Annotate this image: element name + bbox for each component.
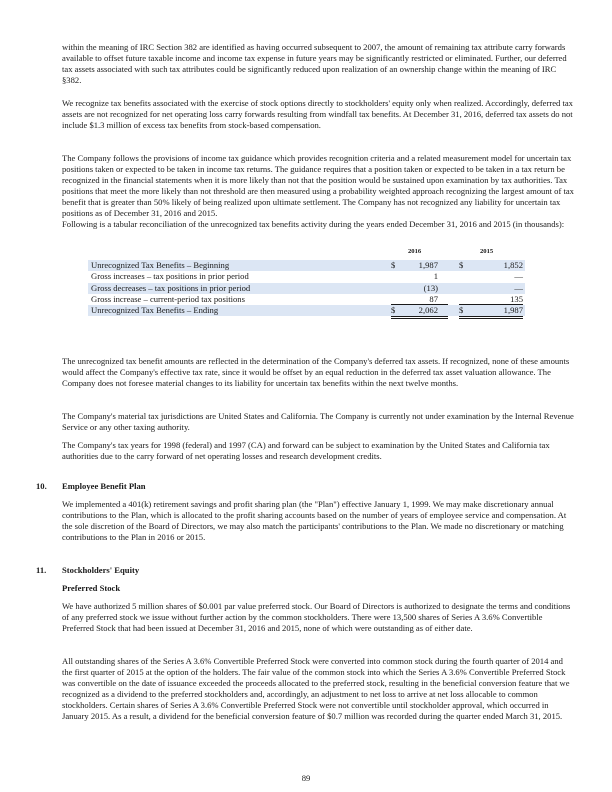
value-2015: —	[514, 271, 523, 282]
total-double-underline-2016	[391, 316, 448, 317]
value-2016: (13)	[423, 282, 438, 293]
section-title: Employee Benefit Plan	[62, 481, 146, 491]
value-2016: 1	[433, 271, 438, 282]
unrecognized-tax-benefits-table	[88, 248, 525, 316]
paragraph-series-a-conversion: All outstanding shares of the Series A 3.6% Convertible Preferred Stock were converted into common stock during the fourth quarter of 2014 and the first quarter of 2015 at the option of the holders. The fair value of the common stock into which the Series A 3.6% Convertible Preferred Stock was convertible on the date of issuance exceeded the proceeds allocated to the preferred stock, resulting in the beneficial conversion feature that we recognized as a dividend to the preferred stockholders and, accordingly, an adjustment to net loss to arrive at net loss allocable to common stockholders. Certain shares of Series A 3.6% Convertible Preferred Stock were not convertible until stockholder approval, which occurred in January 2015. As a result, a dividend for the beneficial conversion feature of $0.7 million was recorded during the quarter ended March 31, 2015.	[62, 656, 570, 722]
subsection-title: Preferred Stock	[62, 583, 121, 593]
paragraph-table-intro: Following is a tabular reconciliation of the unrecognized tax benefits activity during the years ended December 31, 2016 and 2015 (in thousands):	[62, 219, 565, 229]
section-title: Stockholders' Equity	[62, 565, 140, 575]
paragraph-uncertain-tax-positions: The Company follows the provisions of income tax guidance which provides recognition criteria and a related measurement model for uncertain tax positions taken or expected to be taken in income tax returns. The guidance requires that a position taken or expected to be taken in a tax return be recognized in the financial statements when it is more likely than not that the position would be sustained upon examination by tax authorities. Tax positions that meet the more likely than not threshold are then measured using a probability weighted approach recognizing the largest amount of tax benefit that is greater than 50% likely of being realized upon ultimate settlement. The Company has not recognized any liability for uncertain tax positions as of December 31, 2016 and 2015.	[62, 153, 574, 219]
total-double-underline-2015	[459, 316, 523, 317]
page-number: 89	[301, 773, 311, 783]
value-2016: 2,062	[418, 305, 438, 316]
value-2015: —	[514, 282, 523, 293]
table-row	[88, 283, 525, 294]
value-2016: 1,987	[418, 260, 438, 270]
paragraph-irc-382: within the meaning of IRC Section 382 are identified as having occurred subsequent to 2007, the amount of remaining tax attribute carry forwards available to offset future taxable income and income tax expense in future years may be significantly restricted or eliminated. Further, our deferred tax assets associated with such tax attributes could be significantly reduced upon realization of an ownership change within the meaning of IRC §382.	[62, 42, 567, 86]
value-2016: 87	[429, 293, 438, 304]
row-label: Gross increases – tax positions in prior period	[91, 271, 249, 282]
row-label: Unrecognized Tax Benefits – Beginning	[91, 260, 230, 270]
dollar-sign: $	[459, 305, 464, 316]
value-2015: 135	[510, 293, 523, 304]
total-double-underline-2016	[391, 318, 448, 319]
table-row	[88, 305, 525, 316]
dollar-sign: $	[391, 260, 396, 270]
paragraph-unrecognized-amounts: The unrecognized tax benefit amounts are reflected in the determination of the Company's deferred tax assets. If recognized, none of these amounts would affect the Company's effective tax rate, since it would be offset by an equal reduction in the deferred tax asset valuation allowance. The Company does not foresee material changes to its liability for uncertain tax benefits within the next twelve months.	[62, 356, 570, 389]
row-label: Gross increase – current-period tax positions	[91, 293, 245, 304]
table-row	[88, 271, 525, 282]
column-header-2016: 2016	[408, 248, 422, 255]
paragraph-tax-years: The Company's tax years for 1998 (federal) and 1997 (CA) and forward can be subject to examination by the United States and California tax authorities due to the carry forward of net operating losses and research development credits.	[62, 440, 550, 462]
table-header	[88, 248, 525, 260]
table-row	[88, 260, 525, 271]
row-label: Unrecognized Tax Benefits – Ending	[91, 305, 219, 316]
paragraph-tax-jurisdictions: The Company's material tax jurisdictions are United States and California. The Company is currently not under examination by the Internal Revenue Service or any other taxing authority.	[62, 411, 574, 433]
value-2015: 1,987	[503, 305, 523, 316]
dollar-sign: $	[391, 305, 396, 316]
column-header-2015: 2015	[480, 248, 494, 255]
table-row	[88, 294, 525, 305]
section-number: 11.	[36, 565, 47, 575]
paragraph-401k-plan: We implemented a 401(k) retirement savings and profit sharing plan (the "Plan") effective January 1, 1999. We may make discretionary annual contributions to the Plan, which is allocated to the profit sharing accounts based on the number of years of employee service and compensation. At the sole discretion of the Board of Directors, we may also match the participants' contributions to the Plan. We made no discretionary or matching contributions to the Plan in 2016 or 2015.	[62, 499, 567, 543]
paragraph-preferred-stock-authorized: We have authorized 5 million shares of $0.001 par value preferred stock. Our Board of Directors is authorized to designate the terms and conditions of any preferred stock we issue without further action by the common stockholders. There were 13,500 shares of Series A 3.6% Convertible Preferred Stock that had been issued at December 31, 2016 and 2015, none of which were outstanding as of either date.	[62, 601, 571, 634]
section-number: 10.	[36, 481, 47, 491]
value-2015: 1,852	[503, 260, 523, 270]
dollar-sign: $	[459, 260, 464, 270]
paragraph-tax-benefits-stock-options: We recognize tax benefits associated with the exercise of stock options directly to stockholders' equity only when realized. Accordingly, deferred tax assets are not recognized for net operating loss carry forwards resulting from windfall tax benefits. At December 31, 2016, deferred tax assets do not include $1.3 million of excess tax benefits from stock-based compensation.	[62, 98, 573, 131]
row-label: Gross decreases – tax positions in prior period	[91, 282, 251, 293]
total-double-underline-2015	[459, 318, 523, 319]
